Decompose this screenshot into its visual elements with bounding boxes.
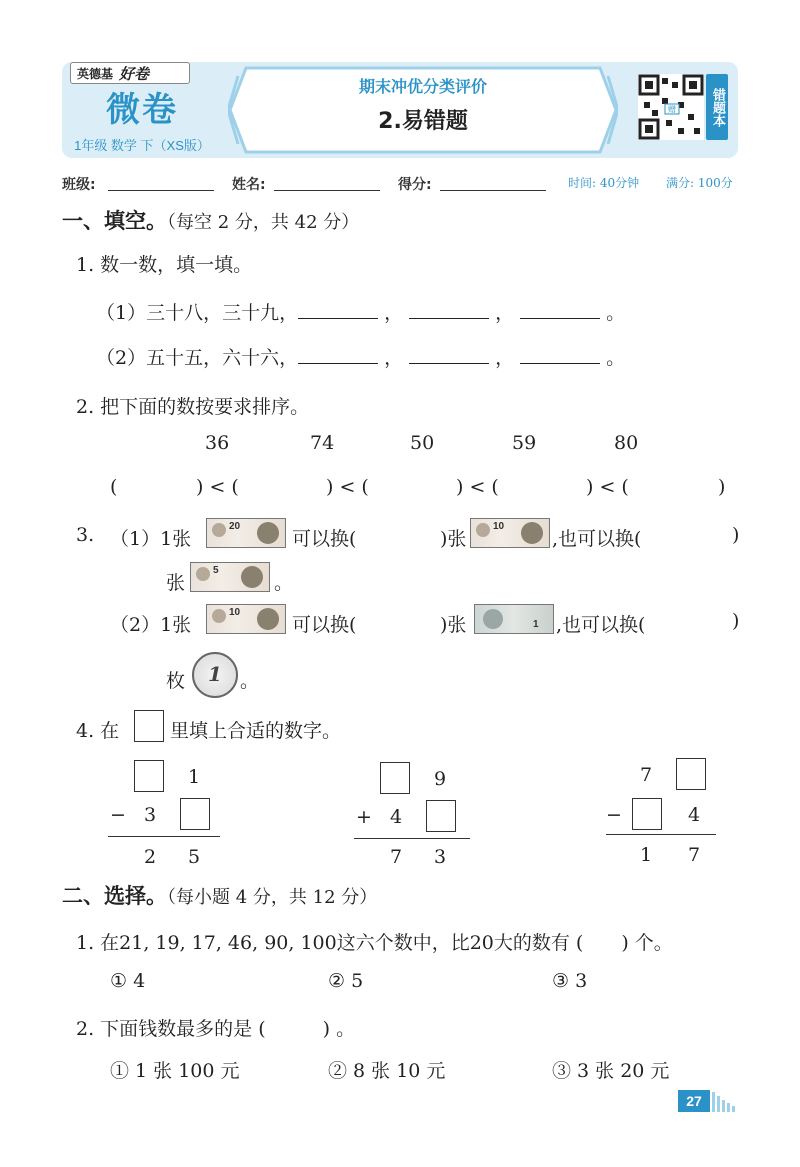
wrong-book-label: 错题本 [710,87,725,127]
score-field[interactable] [440,190,546,191]
sort-number: 74 [310,432,335,454]
order-paren: ) < ( [196,476,239,498]
order-paren: ) < ( [326,476,369,498]
section-2-note: （每小题 4 分，共 12 分） [167,887,378,908]
calc1-top-digit: 1 [188,766,201,788]
calc3-mid-digit: 4 [688,804,701,826]
note-value: 10 [229,607,241,618]
q3-p2-f: 枚 [166,670,186,692]
brand-subtitle: 1年级 数学 下（XS版） [74,138,210,153]
publisher-name: 英德基 [77,66,114,81]
answer-blank[interactable] [409,345,489,364]
brand-mark: 好卷 [119,65,150,83]
note-value: 10 [493,521,505,532]
coin-1-yuan-icon [192,652,238,698]
calc2-result-digit: 7 [390,846,403,868]
comma: ， [384,302,404,324]
calc2-line [354,838,470,839]
q3-p2-g: 。 [240,670,260,692]
answer-box[interactable] [134,760,164,792]
comma: ， [384,347,404,369]
answer-box[interactable] [426,800,456,832]
q3-label: 3. [76,524,95,546]
q3-p1-d: ,也可以换( [552,528,642,550]
section-2-heading [62,880,377,910]
score-label: 得分: [398,177,432,193]
q2-stem: 2. 把下面的数按要求排序。 [76,396,310,418]
section-1-note: （每空 2 分，共 42 分） [167,212,360,233]
q3-p1-f: 张 [166,572,186,594]
c2-option-1[interactable]: ① 1 张 100 元 [110,1060,240,1082]
comma: ， [495,302,515,324]
calc1-line [108,836,220,837]
coin-value: 1 [208,662,222,686]
full-score: 满分: 100分 [666,176,733,190]
section-2-title: 二、选择。 [62,884,167,908]
c2-stem: 2. 下面钱数最多的是 ( ) 。 [76,1018,356,1040]
answer-box[interactable] [180,798,210,830]
order-paren: ) < ( [456,476,499,498]
c2-option-2[interactable]: ② 8 张 10 元 [328,1060,446,1082]
q3-p1-c: )张 [440,528,467,550]
qr-code-icon[interactable] [638,74,704,140]
order-paren: ) < ( [586,476,629,498]
calc3-result-digit: 7 [688,844,701,866]
calc1-mid-digit: 3 [144,804,157,826]
q3-p1-e: ) [732,524,740,546]
paper-title: 2.易错题 [378,109,468,134]
c1-option-2[interactable]: ② 5 [328,970,364,992]
calc2-result-digit: 3 [434,846,447,868]
section-1-title: 一、填空。 [62,209,167,233]
answer-box[interactable] [380,762,410,794]
calc3-operator: − [606,804,622,826]
wrong-book-tag [706,74,728,140]
answer-blank[interactable] [520,345,600,364]
sort-number: 36 [205,432,230,454]
qr-badge: 赠 [668,105,676,114]
calc3-line [606,834,716,835]
publisher-logo [70,62,190,84]
name-field[interactable] [274,190,380,191]
c2-option-3[interactable]: ③ 3 张 20 元 [552,1060,670,1082]
banknote-10-icon [470,518,550,548]
period: 。 [606,302,626,324]
calc1-result-digit: 2 [144,846,157,868]
sort-number: 80 [614,432,639,454]
note-value: 1 [533,619,539,630]
title-panel [228,66,618,154]
answer-blank[interactable] [298,300,378,319]
class-field[interactable] [108,190,214,191]
q3-p2-e: ) [732,610,740,632]
q1-part2 [96,343,625,370]
order-paren: ) [718,476,726,498]
brand-title: 微卷 [106,90,178,130]
banknote-20-icon [206,518,286,548]
c1-option-3[interactable]: ③ 3 [552,970,588,992]
banknote-1-icon [474,604,554,634]
banknote-10-icon [206,604,286,634]
banknote-5-icon [190,562,270,592]
answer-blank[interactable] [520,300,600,319]
section-1-heading [62,205,359,235]
calc2-top-digit: 9 [434,768,447,790]
q3-p2-a: （2）1张 [110,614,192,636]
time-limit: 时间: 40分钟 [568,176,640,190]
calc1-result-digit: 5 [188,846,201,868]
order-paren: ( [110,476,118,498]
answer-blank[interactable] [409,300,489,319]
calc3-result-digit: 1 [640,844,653,866]
q1-part1-prefix: （1）三十八，三十九， [96,302,299,324]
c1-option-1[interactable]: ① 4 [110,970,146,992]
series-title: 期末冲优分类评价 [358,77,487,96]
answer-box[interactable] [676,758,706,790]
q3-p1-g: 。 [274,572,294,594]
q3-p1-b: 可以换( [292,528,357,550]
period: 。 [606,347,626,369]
c1-stem: 1. 在21, 19, 17, 46, 90, 100这六个数中，比20大的数有 ( ) 个。 [76,932,673,954]
sort-number: 59 [512,432,537,454]
q4-stem-b: 里填上合适的数字。 [170,720,342,742]
calc2-operator: + [356,806,372,828]
calc2-mid-digit: 4 [390,806,403,828]
q1-stem: 1. 数一数，填一填。 [76,254,253,276]
sort-number: 50 [410,432,435,454]
brand-block [62,60,222,158]
q3-p2-b: 可以换( [292,614,357,636]
answer-blank[interactable] [298,345,378,364]
q4-stem-a: 4. 在 [76,720,120,742]
note-value: 20 [229,521,241,532]
q3-p2-c: )张 [440,614,467,636]
class-label: 班级: [62,177,96,193]
name-label: 姓名: [232,177,266,193]
q3-p1-a: （1）1张 [110,528,192,550]
calc3-top-digit: 7 [640,764,653,786]
page-number: 27 [678,1090,710,1112]
q3-p2-d: ,也可以换( [556,614,646,636]
answer-box[interactable] [632,798,662,830]
q1-part1 [96,298,625,325]
note-value: 5 [213,565,219,576]
answer-box[interactable] [134,710,164,742]
q1-part2-prefix: （2）五十五，六十六， [96,347,299,369]
calc1-operator: − [110,804,126,826]
comma: ， [495,347,515,369]
